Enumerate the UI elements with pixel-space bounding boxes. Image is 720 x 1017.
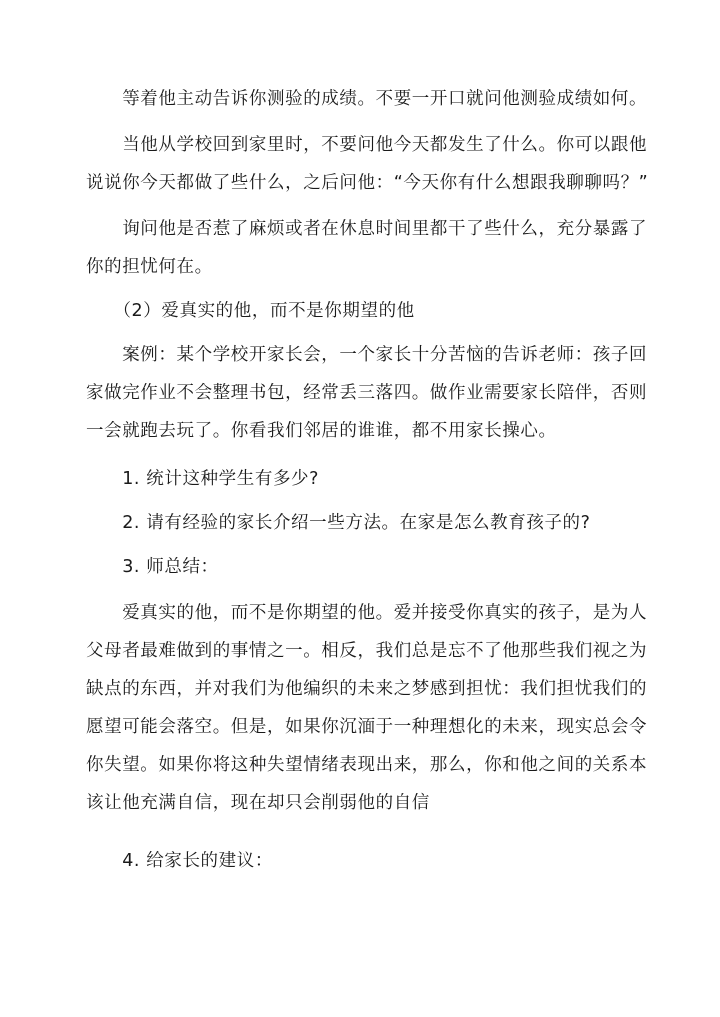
list-item-4 xyxy=(86,842,646,880)
text-line: 缺点的东西，并对我们为他编织的未来之梦感到担忧：我们担忧我们的 xyxy=(86,679,648,699)
text-line: 案例：某个学校开家长会，一个家长十分苦恼的告诉老师：孩子回 xyxy=(86,345,648,365)
text-line: 爱真实的他，而不是你期望的他。爱并接受你真实的孩子，是为人 xyxy=(86,603,648,623)
text-line: 一会就跑去玩了。你看我们邻居的谁谁，都不用家长操心。 xyxy=(86,421,557,441)
list-item-1 xyxy=(86,460,646,498)
list-item-3 xyxy=(86,548,646,586)
paragraph-summary xyxy=(86,594,646,822)
text-line: 1. 统计这种学生有多少? xyxy=(86,469,320,489)
paragraph-after-school xyxy=(86,126,649,202)
text-line: 4. 给家长的建议： xyxy=(86,851,273,871)
text-line: 该让他充满自信，现在却只会削弱他的自信 xyxy=(86,793,430,813)
text-line: 2. 请有经验的家长介绍一些方法。在家是怎么教育孩子的? xyxy=(86,513,591,533)
text-line: 3. 师总结： xyxy=(86,557,219,577)
paragraph-case-study xyxy=(86,336,646,450)
paragraph-worry xyxy=(86,210,646,286)
text-line: （2）爱真实的他，而不是你期望的他 xyxy=(86,301,415,321)
text-line: 父母者最难做到的事情之一。相反，我们总是忘不了他那些我们视之为 xyxy=(86,641,648,661)
list-item-2 xyxy=(86,504,646,542)
text-line: 等着他主动告诉你测验的成绩。不要一开口就问他测验成绩如何。 xyxy=(86,89,648,109)
text-line: 说说你今天都做了些什么，之后问他：“今天你有什么想跟我聊聊吗？” xyxy=(86,173,649,193)
text-line: 当他从学校回到家里时，不要问他今天都发生了什么。你可以跟他 xyxy=(86,135,648,155)
text-line: 询问他是否惹了麻烦或者在休息时间里都干了些什么，充分暴露了 xyxy=(86,219,648,239)
section-heading-love-real-child xyxy=(86,292,646,330)
text-line: 你失望。如果你将这种失望情绪表现出来，那么，你和他之间的关系本 xyxy=(86,755,648,775)
text-line: 家做完作业不会整理书包，经常丢三落四。做作业需要家长陪伴，否则 xyxy=(86,383,648,403)
text-line: 你的担忧何在。 xyxy=(86,257,213,277)
paragraph-test-results xyxy=(86,80,646,118)
text-line: 愿望可能会落空。但是，如果你沉湎于一种理想化的未来，现实总会令 xyxy=(86,717,648,737)
